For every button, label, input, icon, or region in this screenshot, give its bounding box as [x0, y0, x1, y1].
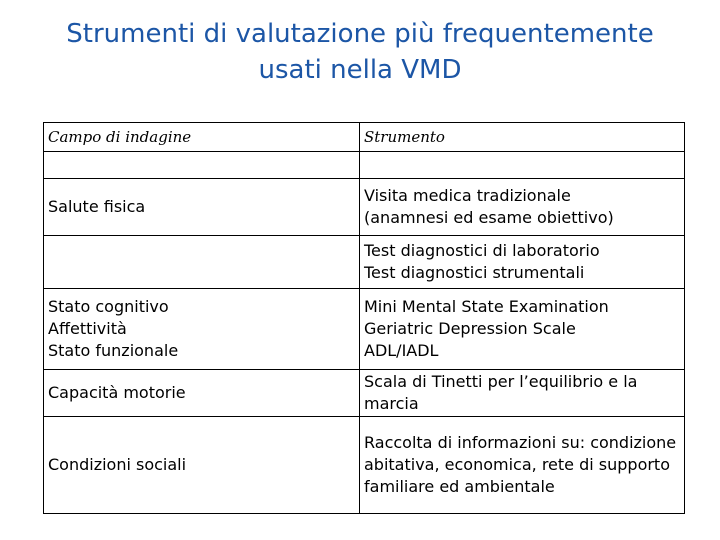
- slide-title-line-2: usati nella VMD: [258, 55, 462, 85]
- table-cell: [360, 152, 685, 179]
- cell-line: ADL/IADL: [364, 341, 439, 360]
- table-cell-campo: [44, 289, 360, 370]
- cell-text: Raccolta di informazioni su: condizione abitativa, economica, rete di supporto familiare ed ambientale: [364, 433, 677, 496]
- table-row-stato-cognitivo: [44, 289, 685, 370]
- cell-line: Stato cognitivo: [48, 297, 169, 316]
- slide-title-line-1: Strumenti di valutazione più frequentemente: [66, 19, 654, 49]
- table-row-capacita-motorie: [44, 370, 685, 417]
- table-cell-strumento: [360, 236, 685, 289]
- table-row-condizioni-sociali: [44, 417, 685, 514]
- table-cell-strumento: [360, 179, 685, 236]
- cell-text: Scala di Tinetti per l’equilibrio e la marcia: [364, 372, 638, 413]
- cell-line: Visita medica tradizionale: [364, 186, 571, 205]
- table-cell-campo: [44, 179, 360, 236]
- cell-line: Test diagnostici strumentali: [364, 263, 585, 282]
- slide-title: [20, 16, 700, 88]
- table-row-salute-fisica: [44, 179, 685, 236]
- header-campo-di-indagine: Campo di indagine: [44, 123, 360, 152]
- assessment-tools-table: [43, 122, 685, 514]
- table-header-row: [44, 123, 685, 152]
- cell-line: Condizioni sociali: [48, 455, 187, 474]
- cell-line: Capacità motorie: [48, 383, 186, 402]
- cell-line: Stato funzionale: [48, 341, 179, 360]
- table-cell: [44, 152, 360, 179]
- cell-line: Salute fisica: [48, 197, 146, 216]
- table-cell-strumento: [360, 417, 685, 514]
- table-cell-campo: [44, 236, 360, 289]
- table-row-empty: [44, 152, 685, 179]
- cell-line: Mini Mental State Examination: [364, 297, 609, 316]
- table-row-test-diagnostici: [44, 236, 685, 289]
- cell-line: (anamnesi ed esame obiettivo): [364, 208, 614, 227]
- table-cell-campo: [44, 370, 360, 417]
- table-cell-campo: [44, 417, 360, 514]
- cell-line: Test diagnostici di laboratorio: [364, 241, 600, 260]
- cell-line: Geriatric Depression Scale: [364, 319, 576, 338]
- header-strumento: Strumento: [360, 123, 685, 152]
- cell-line: Affettività: [48, 319, 127, 338]
- table-cell-strumento: [360, 289, 685, 370]
- table-cell-strumento: [360, 370, 685, 417]
